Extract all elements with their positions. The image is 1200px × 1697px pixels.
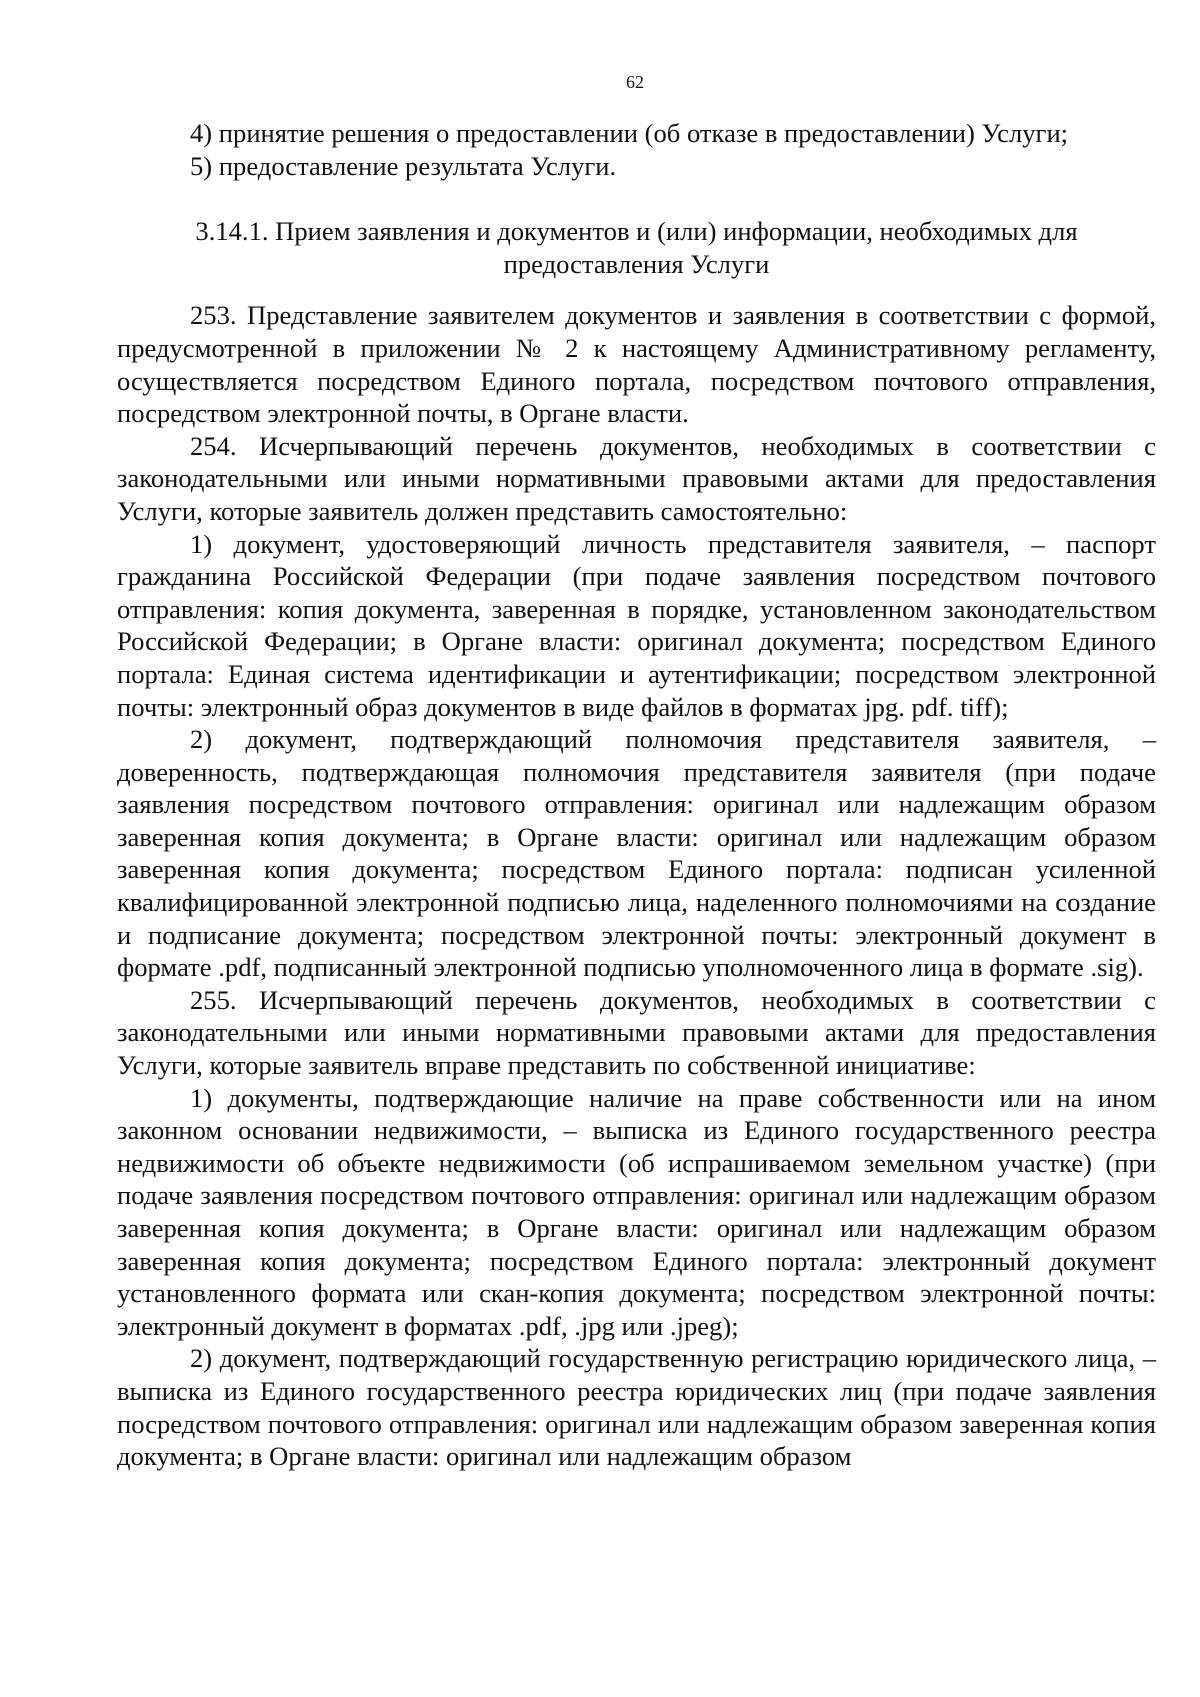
paragraph-253: 253. Представление заявителем документов и заявления в соответствии с формой, предусмотренной в приложении № 2 к настоящему Административному регламенту, осуществляется посредством Единого портала, посредством почтового отправления, посредством электронной почты, в Органе власти.: [117, 300, 1156, 429]
paragraph-254: 254. Исчерпывающий перечень документов, необходимых в соответствии с законодательными или иными нормативными правовыми актами для предоставления Услуги, которые заявитель должен представить самостоятельно:: [117, 430, 1156, 526]
list-item: 2) документ, подтверждающий государственную регистрацию юридического лица, – выписка из Единого государственного реестра юридических лиц (при подаче заявления посредством почтового отправления: оригинал или надлежащим образом заверенная копия документа; в Органе власти: оригинал или надлежащим образом: [117, 1343, 1156, 1472]
list-item: 1) документы, подтверждающие наличие на праве собственности или на ином законном основании недвижимости, – выписка из Единого государственного реестра недвижимости об объекте недвижимости (об испрашиваемом земельном участке) (при подаче заявления посредством почтового отправления: оригинал или надлежащим образом заверенная копия документа; в Органе власти: оригинал или надлежащим образом заверенная копия документа; посредством Единого портала: электронный документ установленного формата или скан-копия документа; посредством электронной почты: электронный документ в форматах .pdf, .jpg или .jpeg);: [117, 1082, 1156, 1341]
list-item: 4) принятие решения о предоставлении (об отказе в предоставлении) Услуги;: [190, 118, 1069, 148]
list-item: 1) документ, удостоверяющий личность представителя заявителя, – паспорт гражданина Российской Федерации (при подаче заявления посредством почтового отправления: копия документа, заверенная в порядке, установленном законодательством Российской Федерации; в Органе власти: оригинал документа; посредством Единого портала: Единая система идентификации и аутентификации; посредством электронной почты: электронный образ документов в виде файлов в форматах jpg. pdf. tiff);: [117, 528, 1156, 722]
section-heading: 3.14.1. Прием заявления и документов и (или) информации, необходимых для предоставления Услуги: [195, 216, 1078, 279]
list-item: 2) документ, подтверждающий полномочия представителя заявителя, – доверенность, подтверждающая полномочия представителя заявителя (при подаче заявления посредством почтового отправления: оригинал или надлежащим образом заверенная копия документа; в Органе власти: оригинал или надлежащим образом заверенная копия документа; посредством Единого портала: подписан усиленной квалифицированной электронной подписью лица, наделенного полномочиями на создание и подписание документа; посредством электронной почты: электронный документ в формате .pdf, подписанный электронной подписью уполномоченного лица в формате .sig).: [117, 724, 1156, 983]
page-number: 62: [626, 72, 644, 92]
list-item: 5) предоставление результата Услуги.: [190, 150, 617, 181]
paragraph-255: 255. Исчерпывающий перечень документов, необходимых в соответствии с законодательными или иными нормативными правовыми актами для предоставления Услуги, которые заявитель вправе представить по собственной инициативе:: [117, 984, 1156, 1081]
document-body: [117, 117, 1156, 1473]
